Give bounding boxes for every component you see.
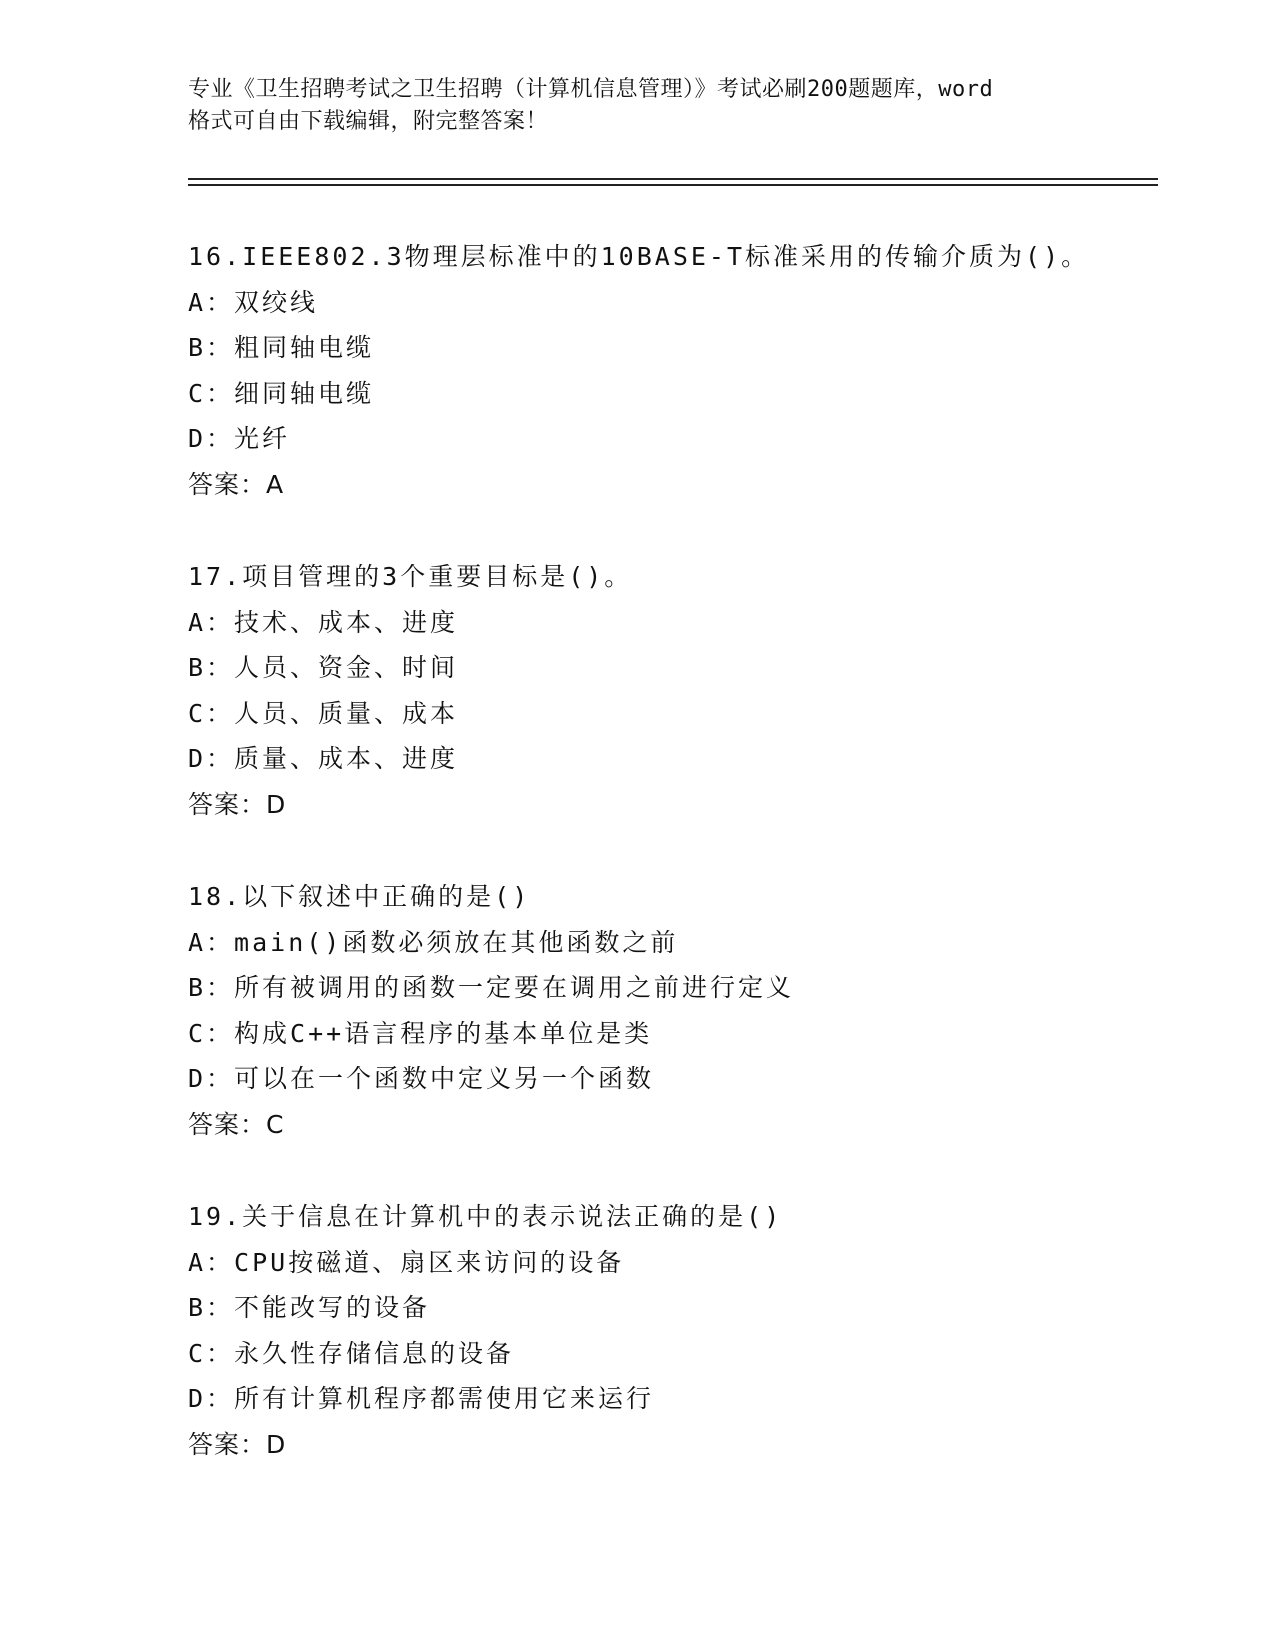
option-a: A：main()函数必须放在其他函数之前: [188, 927, 679, 957]
header-title-line-2: 格式可自由下载编辑，附完整答案！: [188, 109, 549, 134]
question-18: [188, 874, 1148, 1147]
option-b: B：所有被调用的函数一定要在调用之前进行定义: [188, 973, 795, 1002]
option-c: C：细同轴电缆: [188, 378, 375, 408]
option-d: D：光纤: [188, 424, 291, 453]
header-divider-bottom: [188, 184, 1158, 186]
header-divider-top: [188, 178, 1158, 180]
answer-label: 答案：D: [188, 1429, 287, 1459]
question-stem: 17.项目管理的3个重要目标是()。: [188, 562, 633, 591]
answer-label: 答案：D: [188, 789, 287, 819]
question-17: [188, 554, 1148, 827]
option-d: D：可以在一个函数中定义另一个函数: [188, 1064, 655, 1093]
question-stem: 19.关于信息在计算机中的表示说法正确的是(): [188, 1202, 783, 1231]
answer-label: 答案：C: [188, 1109, 285, 1139]
question-16: [188, 234, 1148, 507]
answer-label: 答案：A: [188, 469, 285, 499]
option-c: C：永久性存储信息的设备: [188, 1338, 515, 1368]
option-c: C：人员、质量、成本: [188, 698, 459, 728]
option-a: A：技术、成本、进度: [188, 607, 459, 637]
question-19: [188, 1194, 1148, 1467]
question-stem: 16.IEEE802.3物理层标准中的10BASE-T标准采用的传输介质为()。: [188, 242, 1090, 271]
option-d: D：质量、成本、进度: [188, 744, 459, 773]
option-b: B：粗同轴电缆: [188, 333, 375, 362]
header-title-line-1: 专业《卫生招聘考试之卫生招聘（计算机信息管理）》考试必刷200题题库，word: [188, 77, 994, 102]
document-header: [188, 74, 1108, 138]
option-b: B：人员、资金、时间: [188, 653, 459, 682]
option-a: A：双绞线: [188, 287, 319, 317]
option-d: D：所有计算机程序都需使用它来运行: [188, 1384, 655, 1413]
option-b: B：不能改写的设备: [188, 1293, 431, 1322]
option-a: A：CPU按磁道、扇区来访问的设备: [188, 1247, 625, 1277]
question-stem: 18.以下叙述中正确的是(): [188, 882, 531, 911]
option-c: C：构成C++语言程序的基本单位是类: [188, 1018, 653, 1048]
